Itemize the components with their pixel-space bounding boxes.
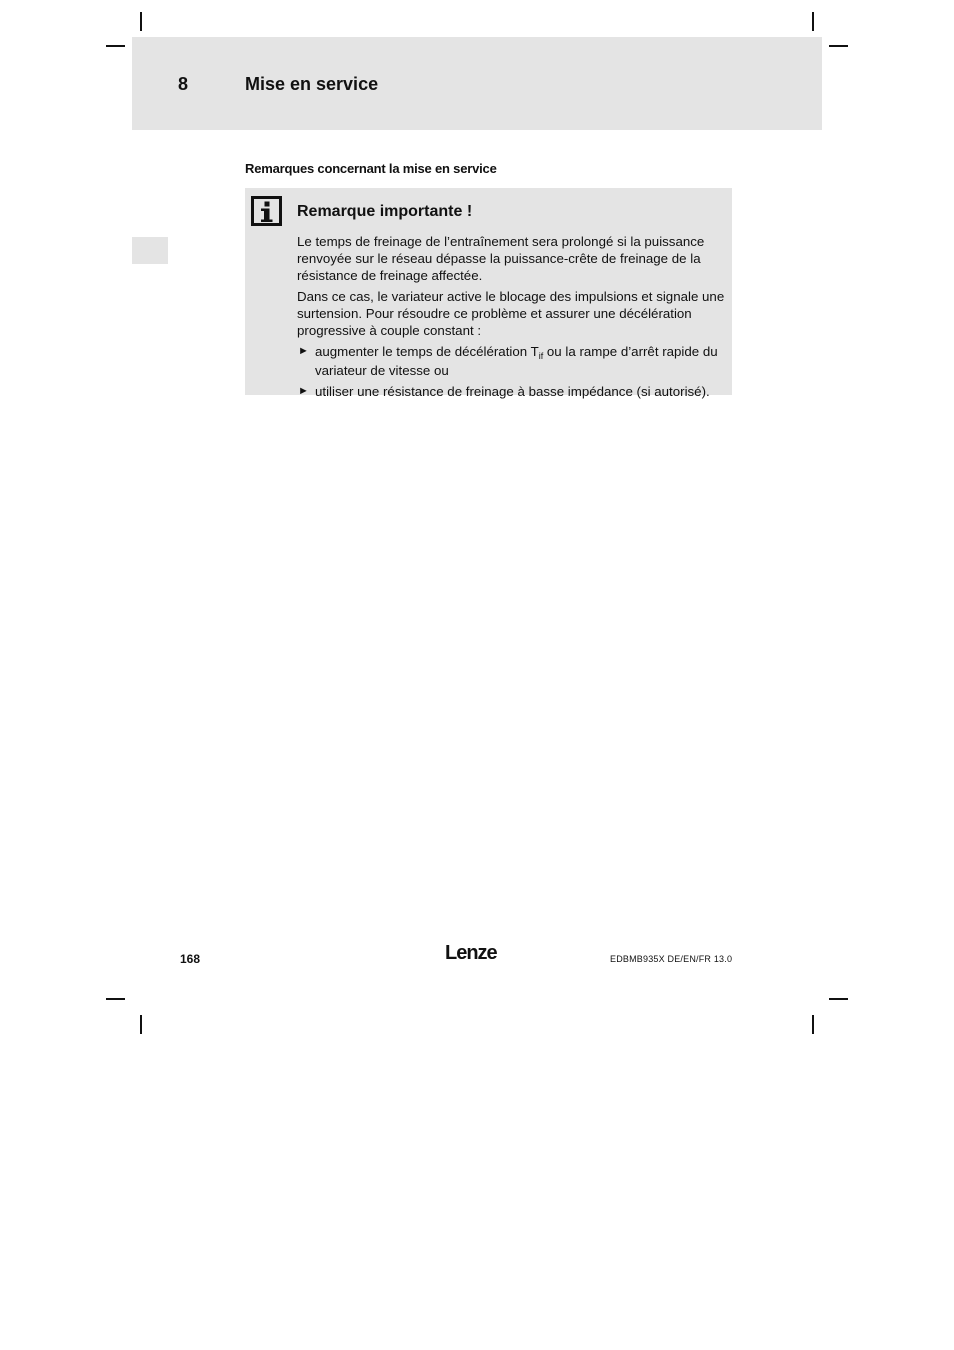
section-heading: Remarques concernant la mise en service bbox=[245, 161, 497, 176]
bullet-1-text-start: augmenter le temps de décélération T bbox=[315, 344, 539, 359]
info-icon bbox=[251, 196, 282, 226]
bullet-1-subscript: if bbox=[538, 351, 544, 361]
crop-mark-bottom-right-h bbox=[829, 998, 848, 1000]
page-number: 168 bbox=[180, 952, 201, 966]
bullet-arrow-icon: ► bbox=[298, 345, 309, 357]
crop-mark-bottom-left-v bbox=[140, 1015, 142, 1034]
crop-mark-top-right-h bbox=[829, 45, 848, 47]
side-tab-marker bbox=[132, 237, 168, 264]
crop-mark-top-left-v bbox=[140, 12, 142, 31]
note-title: Remarque importante ! bbox=[297, 203, 473, 220]
bullet-arrow-icon: ► bbox=[298, 385, 309, 397]
crop-mark-bottom-left-h bbox=[106, 998, 125, 1000]
document-id: EDBMB935X DE/EN/FR 13.0 bbox=[610, 954, 733, 964]
chapter-number: 8 bbox=[178, 74, 189, 94]
chapter-title: Mise en service bbox=[245, 74, 379, 94]
note-paragraph-2: Dans ce cas, le variateur active le blocage des impulsions et signale une surtension. Pour résoudre ce problème et assurer une décélération progressive à couple constant : bbox=[297, 289, 725, 338]
crop-mark-bottom-right-v bbox=[812, 1015, 814, 1034]
note-paragraph-1: Le temps de freinage de l’entraînement sera prolongé si la puissance renvoyée sur le réseau dépasse la puissance-crête de freinage de la résistance de freinage affectée. bbox=[297, 234, 705, 283]
bullet-1-text-end: ou la rampe d’arrêt rapide du variateur de vitesse ou bbox=[315, 344, 718, 378]
note-bullet-2 bbox=[297, 383, 727, 400]
chapter-header-band bbox=[132, 37, 822, 130]
note-bullet-1 bbox=[297, 343, 727, 379]
lenze-logo: Lenze bbox=[445, 942, 497, 964]
bullet-2-text: utiliser une résistance de freinage à basse impédance (si autorisé). bbox=[315, 384, 710, 399]
note-content bbox=[297, 200, 727, 404]
crop-mark-top-right-v bbox=[812, 12, 814, 31]
crop-mark-top-left-h bbox=[106, 45, 125, 47]
